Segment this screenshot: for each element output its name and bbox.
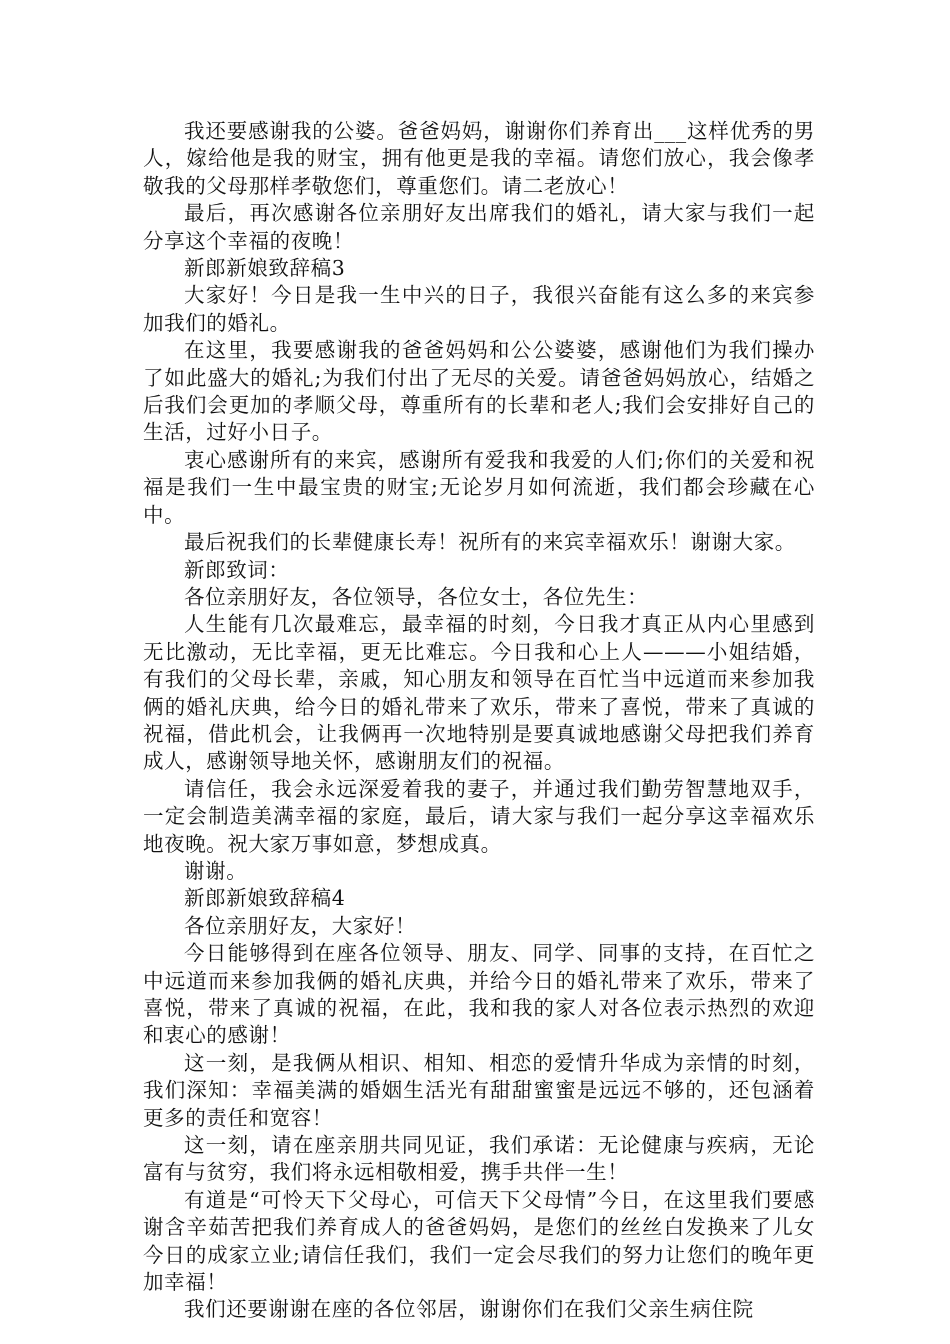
section-heading: 新郎新娘致辞稿3	[184, 256, 346, 281]
paragraph: 各位亲朋好友，各位领导，各位女士，各位先生：	[184, 584, 649, 609]
paragraph: 人生能有几次最难忘，最幸福的时刻，今日我才真正从内心里感到无比激动，无比幸福，更无比难忘。今日我和心上人———小姐结婚，有我们的父母长辈，亲戚，知心朋友和领导在百忙当中远道而来参加我俩的婚礼庆典，给今日的婚礼带来了欢乐，带来了喜悦，带来了真诚的祝福，借此机会，让我俩再一次地特别是要真诚地感谢父母把我们养育成人，感谢领导地关怀，感谢朋友们的祝福。	[143, 612, 815, 774]
paragraph: 最后祝我们的长辈健康长寿！祝所有的来宾幸福欢乐！谢谢大家。	[184, 530, 796, 555]
paragraph: 各位亲朋好友，大家好！	[184, 913, 417, 938]
paragraph: 这一刻，请在座亲朋共同见证，我们承诺：无论健康与疾病，无论富有与贫穷，我们将永远相敬相爱，携手共伴一生！	[143, 1133, 815, 1185]
paragraph: 大家好！今日是我一生中兴的日子，我很兴奋能有这么多的来宾参加我们的婚礼。	[143, 283, 815, 335]
paragraph: 谢谢。	[184, 858, 248, 883]
paragraph: 在这里，我要感谢我的爸爸妈妈和公公婆婆，感谢他们为我们操办了如此盛大的婚礼;为我们付出了无尽的关爱。请爸爸妈妈放心，结婚之后我们会更加的孝顺父母，尊重所有的长辈和老人;我们会安排好自己的生活，过好小日子。	[143, 338, 815, 445]
paragraph: 我还要感谢我的公婆。爸爸妈妈，谢谢你们养育出___这样优秀的男人，嫁给他是我的财宝，拥有他更是我的幸福。请您们放心，我会像孝敬我的父母那样孝敬您们，尊重您们。请二老放心！	[143, 119, 815, 198]
paragraph: 衷心感谢所有的来宾，感谢所有爱我和我爱的人们;你们的关爱和祝福是我们一生中最宝贵的财宝;无论岁月如何流逝，我们都会珍藏在心中。	[143, 447, 815, 527]
paragraph: 最后，再次感谢各位亲朋好友出席我们的婚礼，请大家与我们一起分享这个幸福的夜晚！	[143, 201, 815, 253]
section-heading: 新郎致词：	[184, 557, 290, 582]
paragraph: 这一刻，是我俩从相识、相知、相恋的爱情升华成为亲情的时刻，我们深知：幸福美满的婚姻生活光有甜甜蜜蜜是远远不够的，还包涵着更多的责任和宽容！	[143, 1050, 815, 1130]
section-heading: 新郎新娘致辞稿4	[184, 886, 346, 911]
paragraph: 今日能够得到在座各位领导、朋友、同学、同事的支持，在百忙之中远道而来参加我俩的婚礼庆典，并给今日的婚礼带来了欢乐，带来了喜悦，带来了真诚的祝福，在此，我和我的家人对各位表示热烈的欢迎和衷心的感谢！	[143, 941, 815, 1048]
paragraph: 我们还要谢谢在座的各位邻居，谢谢你们在我们父亲生病住院	[184, 1297, 754, 1322]
paragraph: 有道是“可怜天下父母心，可信天下父母情”今日，在这里我们要感谢含辛茹苦把我们养育成人的爸爸妈妈，是您们的丝丝白发换来了儿女今日的成家立业;请信任我们，我们一定会尽我们的努力让您们的晚年更加幸福！	[143, 1187, 815, 1295]
paragraph: 请信任，我会永远深爱着我的妻子，并通过我们勤劳智慧地双手，一定会制造美满幸福的家庭，最后，请大家与我们一起分享这幸福欢乐地夜晚。祝大家万事如意，梦想成真。	[143, 776, 815, 856]
document-body	[143, 118, 815, 1324]
